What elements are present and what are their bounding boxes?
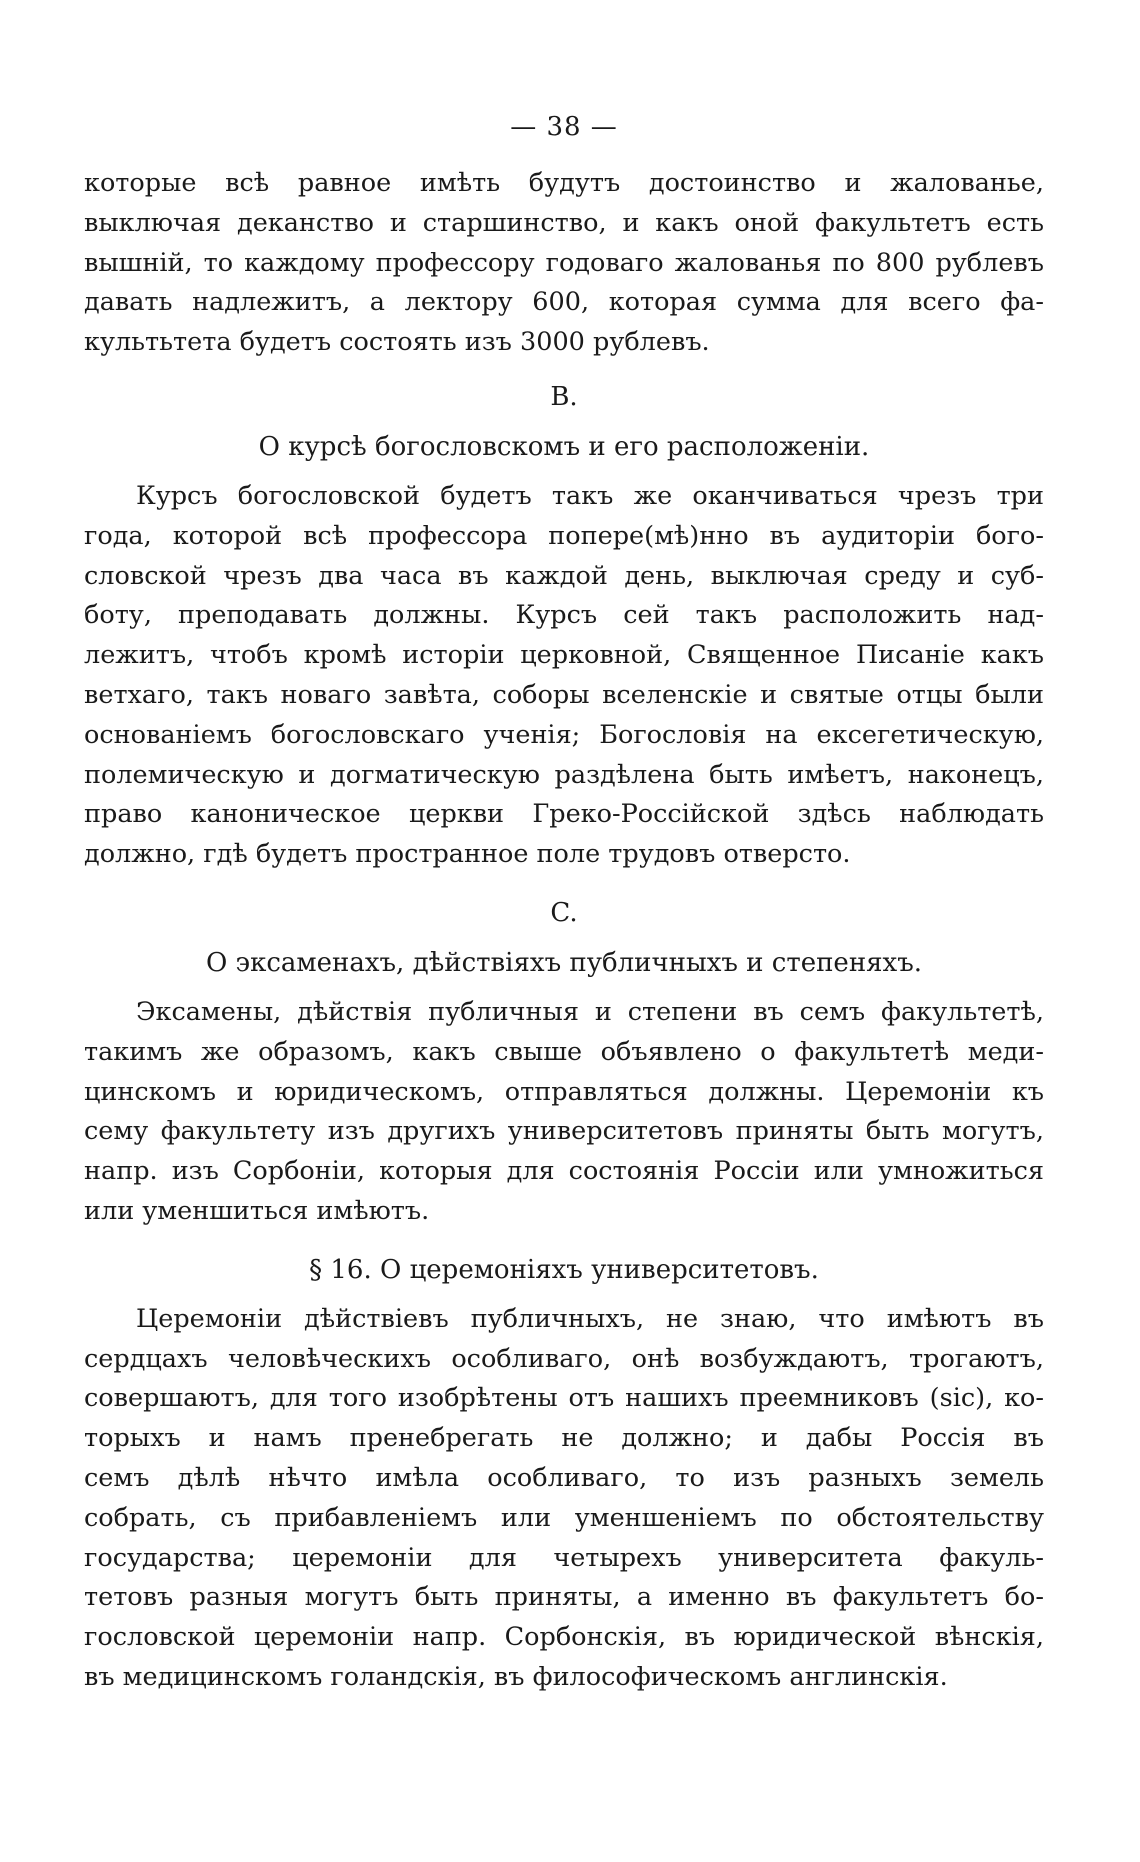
text-line: государства; церемоніи для четырехъ университета факуль- [84, 1542, 1044, 1573]
text-line: должно, гдѣ будетъ пространное поле трудовъ отверсто. [84, 839, 851, 870]
text-line: вышній, то каждому профессору годоваго жалованья по 800 рублевъ [84, 247, 1044, 278]
section-c-paragraph [84, 993, 1044, 1232]
text-line: собрать, съ прибавленіемъ или уменшеніемъ по обстоятельству [84, 1502, 1044, 1533]
text-line: которые всѣ равное имѣть будутъ достоинство и жалованье, [84, 168, 1044, 198]
text-line: напр. изъ Сорбоніи, которыя для состоянія Россіи или умножиться [84, 1156, 1044, 1187]
text-line: боту, преподавать должны. Курсъ сей такъ расположить над- [84, 600, 1044, 631]
text-line: выключая деканство и старшинство, и какъ оной факультетъ есть [84, 207, 1044, 238]
text-line: семъ дѣлѣ нѣчто имѣла особливаго, то изъ разныхъ земель [84, 1462, 1044, 1493]
section-c-letter: C. [550, 897, 578, 928]
text-line: въ медицинскомъ голандскія, въ философическомъ англинскія. [84, 1661, 948, 1692]
text-line: совершаютъ, для того изобрѣтены отъ нашихъ преемниковъ (sic), ко- [84, 1383, 1044, 1414]
text-line: культьтета будетъ состоять изъ 3000 рублевъ. [84, 327, 710, 358]
page-number: — 38 — [510, 112, 618, 142]
text-line: ветхаго, такъ новаго завѣта, соборы вселенскіе и святые отцы были [84, 679, 1044, 710]
section-16-paragraph [84, 1300, 1044, 1698]
text-line: тетовъ разныя могутъ быть приняты, а именно въ факультетъ бо- [84, 1582, 1044, 1613]
text-line: торыхъ и намъ пренебрегать не должно; и дабы Россія въ [84, 1423, 1044, 1454]
section-b-title: О курсѣ богословскомъ и его расположеніи. [258, 431, 870, 462]
section-16-title: § 16. О церемоніяхъ университетовъ. [309, 1254, 819, 1285]
text-line: или уменшиться имѣютъ. [84, 1195, 430, 1226]
section-b-paragraph [84, 477, 1044, 875]
text-line: полемическую и догматическую раздѣлена быть имѣетъ, наконецъ, [84, 759, 1044, 790]
document-page [84, 112, 1044, 1698]
text-line: давать надлежитъ, а лектору 600, которая сумма для всего фа- [84, 287, 1044, 318]
text-line: такимъ же образомъ, какъ свыше объявлено о факультетѣ меди- [84, 1036, 1044, 1067]
text-line: лежитъ, чтобъ кромѣ исторіи церковной, Священное Писаніе какъ [84, 640, 1044, 671]
intro-paragraph [84, 164, 1044, 363]
section-b-letter: B. [550, 381, 578, 412]
text-line: право каноническое церкви Греко-Россійской здѣсь наблюдать [84, 799, 1044, 830]
text-line: Эксамены, дѣйствія публичныя и степени въ семъ факультетѣ, [136, 996, 1044, 1027]
section-c-title: О эксаменахъ, дѣйствіяхъ публичныхъ и степеняхъ. [205, 947, 923, 978]
text-line: основаніемъ богословскаго ученія; Богословія на ексегетическую, [84, 719, 1044, 750]
text-line: словской чрезъ два часа въ каждой день, выключая среду и суб- [84, 560, 1044, 591]
text-line: Курсъ богословской будетъ такъ же оканчиваться чрезъ три [136, 480, 1044, 511]
text-line: гословской церемоніи напр. Сорбонскія, въ юридической вѣнскія, [84, 1622, 1044, 1653]
text-line: сему факультету изъ другихъ университетовъ приняты быть могутъ, [84, 1116, 1044, 1147]
text-line: сердцахъ человѣческихъ особливаго, онѣ возбуждаютъ, трогаютъ, [84, 1343, 1044, 1374]
text-line: цинскомъ и юридическомъ, отправляться должны. Церемоніи къ [84, 1076, 1044, 1107]
text-line: Церемоніи дѣйствіевъ публичныхъ, не знаю, что имѣютъ въ [136, 1303, 1044, 1334]
text-line: года, которой всѣ профессора попере(мѣ)нно въ аудиторіи бого- [84, 520, 1044, 551]
